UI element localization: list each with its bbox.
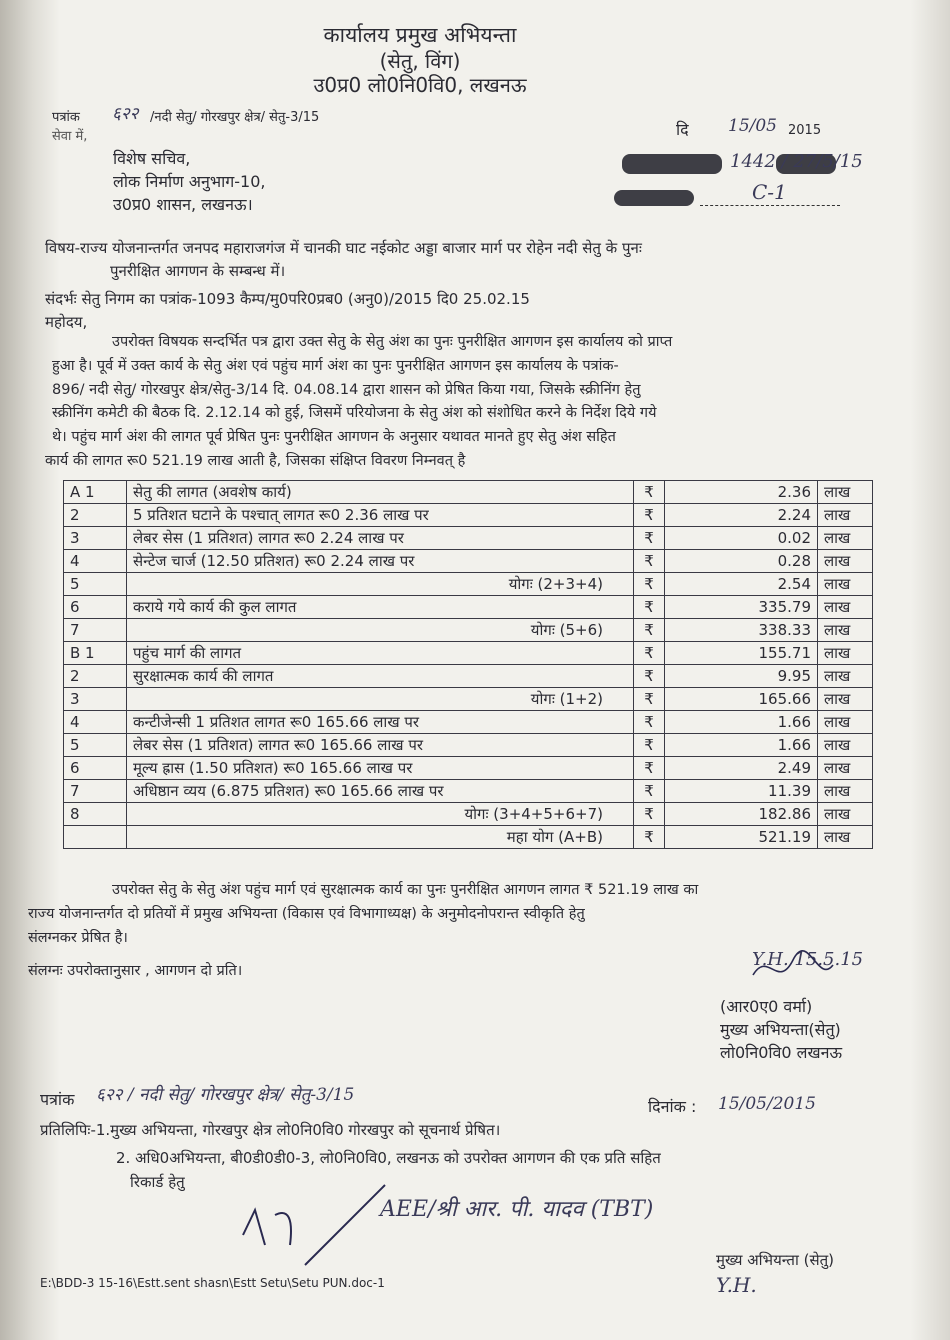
signature-scribble: [748, 945, 838, 995]
currency-symbol: ₹: [634, 757, 665, 780]
table-row: [64, 527, 873, 550]
currency-symbol: ₹: [634, 826, 665, 849]
enclosure-line: संलग्नः उपरोक्तानुसार , आगणन दो प्रति।: [28, 963, 243, 979]
unit-label: लाख: [818, 619, 873, 642]
unit-label: लाख: [818, 734, 873, 757]
row-number: 8: [64, 803, 127, 826]
date-label: दि: [676, 120, 689, 139]
page-fold-edge: [910, 0, 950, 1340]
copy-patrank-handwritten: ६२२ / नदी सेतु/ गोरखपुर क्षेत्र/ सेतु-3/15: [96, 1085, 355, 1105]
handwritten-annotation: AEE/श्री आर. पी. यादव (TBT): [380, 1197, 654, 1222]
row-number: B 1: [64, 642, 127, 665]
wing-title: (सेतु, विंग): [379, 49, 461, 73]
row-number: 5: [64, 573, 127, 596]
row-description: योगः (3+4+5+6+7): [127, 803, 634, 826]
row-amount: 338.33: [665, 619, 818, 642]
row-amount: 0.28: [665, 550, 818, 573]
row-number: 6: [64, 596, 127, 619]
section-handwritten: C-1: [752, 180, 787, 204]
row-amount: 2.24: [665, 504, 818, 527]
copy-date-label: दिनांक :: [648, 1097, 697, 1116]
row-number: 4: [64, 550, 127, 573]
row-description: महा योग (A+B): [127, 826, 634, 849]
unit-label: लाख: [818, 550, 873, 573]
row-description: अधिष्ठान व्यय (6.875 प्रतिशत) रू0 165.66 लाख पर: [127, 780, 634, 803]
seva-me: सेवा में,: [52, 129, 88, 144]
row-amount: 2.54: [665, 573, 818, 596]
signatory-2-designation: मुख्य अभियन्ता (सेतु): [716, 1251, 835, 1269]
patrank-label: पत्रांक: [52, 110, 80, 125]
recipient-line: उ0प्र0 शासन, लखनऊ।: [113, 195, 253, 214]
row-number: 3: [64, 527, 127, 550]
unit-label: लाख: [818, 757, 873, 780]
table-row: [64, 619, 873, 642]
table-row: [64, 734, 873, 757]
row-number: [64, 826, 127, 849]
unit-label: लाख: [818, 642, 873, 665]
row-description: लेबर सेस (1 प्रतिशत) लागत रू0 165.66 लाख पर: [127, 734, 634, 757]
table-row: [64, 504, 873, 527]
row-amount: 521.19: [665, 826, 818, 849]
currency-symbol: ₹: [634, 527, 665, 550]
row-number: 2: [64, 665, 127, 688]
copy-line-3: रिकार्ड हेतु: [130, 1173, 185, 1191]
unit-label: लाख: [818, 481, 873, 504]
file-path: E:\BDD-3 15-16\Estt.sent shasn\Estt Setu\Setu PUN.doc-1: [40, 1276, 385, 1290]
patrank-rest: /नदी सेतु/ गोरखपुर क्षेत्र/ सेतु-3/15: [150, 110, 320, 125]
unit-label: लाख: [818, 665, 873, 688]
row-amount: 2.49: [665, 757, 818, 780]
row-amount: 1.66: [665, 711, 818, 734]
currency-symbol: ₹: [634, 711, 665, 734]
body-line: 896/ नदी सेतु/ गोरखपुर क्षेत्र/सेतु-3/14 दि. 04.08.14 द्वारा शासन को प्रेषित किया गया, जिसके स्क्रीनिंग हेतु: [52, 382, 641, 398]
copy-line-2: 2. अधि0अभियन्ता, बी0डी0डी0-3, लो0नि0वि0, लखनऊ को उपरोक्त आगणन की एक प्रति सहित: [116, 1149, 661, 1167]
signatory-name: (आर0ए0 वर्मा): [720, 997, 813, 1016]
row-amount: 9.95: [665, 665, 818, 688]
table-row: [64, 688, 873, 711]
row-amount: 1.66: [665, 734, 818, 757]
currency-symbol: ₹: [634, 504, 665, 527]
stamp-line: [700, 205, 840, 206]
table-row: [64, 711, 873, 734]
table-row: [64, 573, 873, 596]
date-handwritten: 15/05: [728, 116, 777, 136]
currency-symbol: ₹: [634, 619, 665, 642]
unit-label: लाख: [818, 803, 873, 826]
redaction-mark: [622, 154, 722, 174]
row-description: 5 प्रतिशत घटाने के पश्चात् लागत रू0 2.36 लाख पर: [127, 504, 634, 527]
row-number: 2: [64, 504, 127, 527]
unit-label: लाख: [818, 780, 873, 803]
unit-label: लाख: [818, 527, 873, 550]
currency-symbol: ₹: [634, 665, 665, 688]
recipient-line: लोक निर्माण अनुभाग-10,: [113, 172, 266, 191]
table-row: [64, 642, 873, 665]
department-title: उ0प्र0 लो0नि0वि0, लखनऊ: [313, 73, 527, 97]
row-amount: 155.71: [665, 642, 818, 665]
row-number: 7: [64, 619, 127, 642]
body-line: स्क्रीनिंग कमेटी की बैठक दि. 2.12.14 को हुई, जिसमें परियोजना के सेतु अंश को संशोधित करने के निर्देश दिये गये: [52, 405, 657, 421]
currency-symbol: ₹: [634, 596, 665, 619]
row-description: लेबर सेस (1 प्रतिशत) लागत रू0 2.24 लाख पर: [127, 527, 634, 550]
unit-label: लाख: [818, 596, 873, 619]
row-amount: 335.79: [665, 596, 818, 619]
table-row: [64, 757, 873, 780]
currency-symbol: ₹: [634, 780, 665, 803]
row-description: कन्टीजेन्सी 1 प्रतिशत लागत रू0 165.66 लाख पर: [127, 711, 634, 734]
subject-line-1: विषय-राज्य योजनान्तर्गत जनपद महाराजगंज में चानकी घाट नईकोट अड्डा बाजार मार्ग पर रोहेन नदी सेतु के पुनः: [45, 239, 642, 257]
row-number: 4: [64, 711, 127, 734]
row-number: A 1: [64, 481, 127, 504]
row-amount: 11.39: [665, 780, 818, 803]
redaction-mark: [614, 190, 694, 206]
closing-line: राज्य योजनान्तर्गत दो प्रतियों में प्रमुख अभियन्ता (विकास एवं विभागाध्यक्ष) के अनुमोदनोपरान्त स्वीकृति हेतु: [28, 906, 585, 922]
currency-symbol: ₹: [634, 688, 665, 711]
currency-symbol: ₹: [634, 550, 665, 573]
currency-symbol: ₹: [634, 573, 665, 596]
salutation: महोदय,: [45, 313, 88, 331]
signatory-office: लो0नि0वि0 लखनऊ: [720, 1043, 843, 1062]
table-row: [64, 826, 873, 849]
row-number: 6: [64, 757, 127, 780]
closing-line: उपरोक्त सेतु के सेतु अंश पहुंच मार्ग एवं सुरक्षात्मक कार्य का पुनः पुनरीक्षित आगणन लागत ₹ 521.19 लाख का: [112, 882, 699, 898]
row-amount: 2.36: [665, 481, 818, 504]
table-row: [64, 780, 873, 803]
row-description: मूल्य ह्रास (1.50 प्रतिशत) रू0 165.66 लाख पर: [127, 757, 634, 780]
patrank-handwritten: ६२२: [112, 104, 139, 124]
row-amount: 182.86: [665, 803, 818, 826]
body-line: कार्य की लागत रू0 521.19 लाख आती है, जिसका संक्षिप्त विवरण निम्नवत् है: [45, 453, 466, 469]
row-amount: 0.02: [665, 527, 818, 550]
date-year: 2015: [788, 123, 822, 138]
unit-label: लाख: [818, 573, 873, 596]
signatory-2-initials: Y.H.: [716, 1273, 757, 1297]
office-title: कार्यालय प्रमुख अभियन्ता: [323, 23, 517, 47]
currency-symbol: ₹: [634, 803, 665, 826]
table-row: [64, 803, 873, 826]
row-description: पहुंच मार्ग की लागत: [127, 642, 634, 665]
table-row: [64, 550, 873, 573]
row-number: 3: [64, 688, 127, 711]
inward-number-handwritten: 1442 / 27/5/15: [730, 151, 863, 172]
cost-table: [63, 480, 873, 849]
row-description: सेन्टेज चार्ज (12.50 प्रतिशत) रू0 2.24 लाख पर: [127, 550, 634, 573]
unit-label: लाख: [818, 688, 873, 711]
subject-line-2: पुनरीक्षित आगणन के सम्बन्ध में।: [110, 262, 286, 280]
closing-line: संलग्नकर प्रेषित है।: [28, 930, 128, 946]
body-line: थे। पहुंच मार्ग अंश की लागत पूर्व प्रेषित पुनः पुनरीक्षित आगणन के अनुसार यथावत मानते हुए सेतु अंश सहित: [52, 429, 616, 445]
copy-patrank-label: पत्रांक: [40, 1090, 75, 1109]
unit-label: लाख: [818, 504, 873, 527]
row-description: योगः (1+2): [127, 688, 634, 711]
handwritten-mark: [235, 1175, 395, 1285]
row-description: योगः (2+3+4): [127, 573, 634, 596]
row-description: योगः (5+6): [127, 619, 634, 642]
reference-line: संदर्भः सेतु निगम का पत्रांक-1093 कैम्प/मु0परि0प्रब0 (अनु0)/2015 दि0 25.02.15: [45, 290, 530, 308]
table-row: [64, 665, 873, 688]
currency-symbol: ₹: [634, 481, 665, 504]
row-description: कराये गये कार्य की कुल लागत: [127, 596, 634, 619]
currency-symbol: ₹: [634, 734, 665, 757]
signature-initials: Y.H. 15.5.15: [752, 949, 864, 970]
row-number: 5: [64, 734, 127, 757]
body-line: हुआ है। पूर्व में उक्त कार्य के सेतु अंश एवं पहुंच मार्ग अंश का पुनः पुनरीक्षित आगणन इस कार्यालय के पत्रांक-: [52, 358, 619, 374]
unit-label: लाख: [818, 711, 873, 734]
row-amount: 165.66: [665, 688, 818, 711]
body-line: उपरोक्त विषयक सन्दर्भित पत्र द्वारा उक्त सेतु के सेतु अंश का पुनः पुनरीक्षित आगणन इस कार्यालय को प्राप्त: [112, 334, 673, 350]
row-number: 7: [64, 780, 127, 803]
signatory-designation: मुख्य अभियन्ता(सेतु): [720, 1020, 841, 1039]
table-row: [64, 481, 873, 504]
copy-date-handwritten: 15/05/2015: [718, 1094, 816, 1114]
unit-label: लाख: [818, 826, 873, 849]
table-row: [64, 596, 873, 619]
row-description: सुरक्षात्मक कार्य की लागत: [127, 665, 634, 688]
copy-line-1: प्रतिलिपिः-1.मुख्य अभियन्ता, गोरखपुर क्षेत्र लो0नि0वि0 गोरखपुर को सूचनार्थ प्रेषित।: [40, 1121, 501, 1139]
row-description: सेतु की लागत (अवशेष कार्य): [127, 481, 634, 504]
currency-symbol: ₹: [634, 642, 665, 665]
recipient-line: विशेष सचिव,: [113, 149, 191, 168]
